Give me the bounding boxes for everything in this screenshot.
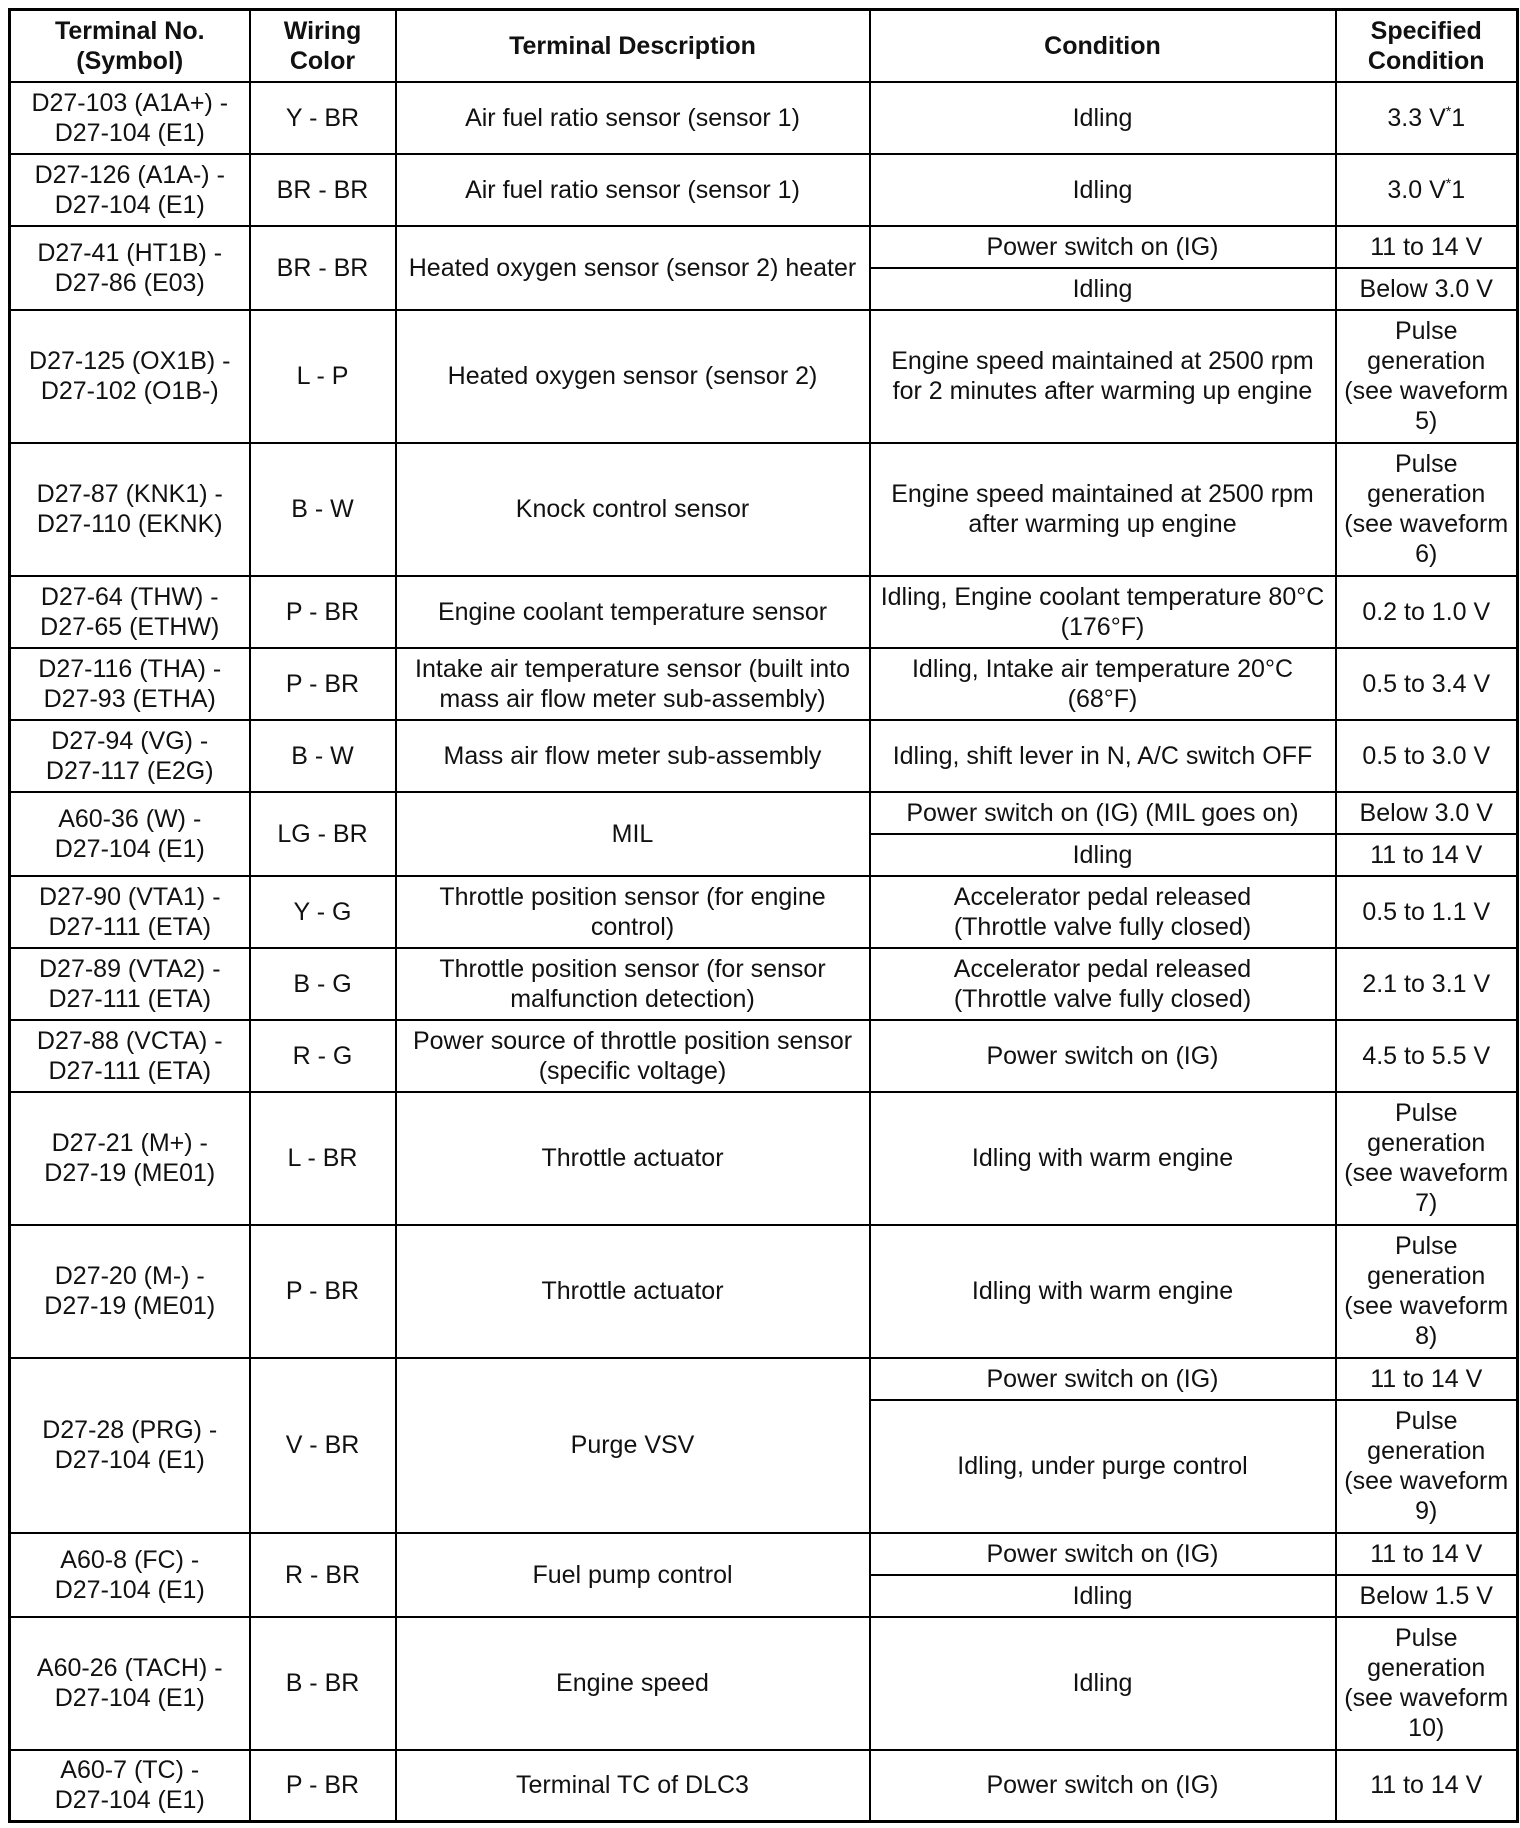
- cell-line: Idling with warm engine: [971, 1277, 1234, 1305]
- cell-line: D27-88 (VCTA) -: [36, 1026, 223, 1055]
- condition-cell: [870, 834, 1336, 876]
- cell-line: Heated oxygen sensor (sensor 2): [447, 362, 818, 390]
- terminal-cell: [10, 876, 250, 948]
- header-condition: Condition: [870, 10, 1336, 82]
- table-row: [10, 576, 1518, 648]
- wiring-color-cell: P - BR: [250, 1225, 396, 1358]
- cell-line: D27-104 (E1): [54, 1446, 205, 1474]
- wiring-color-cell: B - W: [250, 720, 396, 792]
- condition-cell: [870, 876, 1336, 948]
- cell-line: Pulse: [1394, 1232, 1458, 1260]
- table-row: [10, 310, 1518, 443]
- cell-line: Power switch on (IG): [986, 1364, 1219, 1393]
- cell-line: D27-126 (A1A-) -: [34, 160, 225, 189]
- cell-line: Idling: [1072, 274, 1133, 303]
- cell-line: A60-8 (FC) -: [60, 1545, 200, 1574]
- table-row: [10, 154, 1518, 226]
- cell-line: 11 to 14 V: [1370, 232, 1483, 261]
- wiring-color-cell: R - BR: [250, 1533, 396, 1617]
- cell-line: D27-111 (ETA): [48, 912, 212, 941]
- table-row: [10, 226, 1518, 268]
- wiring-color-cell: P - BR: [250, 1750, 396, 1822]
- cell-line: Throttle actuator: [541, 1144, 724, 1172]
- cell-line: D27-111 (ETA): [48, 984, 212, 1013]
- cell-line: A60-7 (TC) -: [60, 1756, 200, 1785]
- specified-condition-cell: [1336, 948, 1518, 1020]
- cell-line: Throttle actuator: [541, 1277, 724, 1305]
- condition-cell: [870, 576, 1336, 648]
- terminal-cell: [10, 226, 250, 310]
- cell-line: Accelerator pedal released: [953, 882, 1252, 911]
- cell-line: 0.5 to 3.4 V: [1362, 669, 1491, 698]
- cell-line: D27-110 (EKNK): [36, 510, 223, 538]
- condition-cell: [870, 310, 1336, 443]
- cell-line: generation: [1367, 1129, 1486, 1157]
- specified-condition-cell: [1336, 876, 1518, 948]
- condition-cell: [870, 1617, 1336, 1750]
- terminal-description-cell: [396, 1750, 870, 1822]
- terminal-description-cell: [396, 876, 870, 948]
- cell-line: Engine speed: [556, 1669, 709, 1697]
- cell-line: Idling: [1072, 1669, 1133, 1697]
- terminal-description-cell: [396, 1092, 870, 1225]
- condition-cell: [870, 268, 1336, 310]
- cell-line: 3.0 V*1: [1387, 174, 1466, 204]
- cell-line: D27-104 (E1): [54, 1786, 205, 1815]
- cell-line: generation: [1367, 480, 1486, 508]
- table-row: [10, 1617, 1518, 1750]
- cell-line: D27-19 (ME01): [44, 1159, 216, 1187]
- cell-line: D27-117 (E2G): [45, 756, 214, 785]
- specified-condition-cell: [1336, 1575, 1518, 1617]
- terminal-cell: [10, 648, 250, 720]
- cell-line: D27-104 (E1): [54, 190, 205, 219]
- specified-condition-cell: [1336, 82, 1518, 154]
- wiring-color-cell: B - W: [250, 443, 396, 576]
- condition-cell: [870, 1020, 1336, 1092]
- cell-line: generation: [1367, 1262, 1486, 1290]
- cell-line: generation: [1367, 1654, 1486, 1682]
- cell-line: D27-65 (ETHW): [40, 612, 220, 641]
- cell-line: Pulse: [1394, 1407, 1458, 1435]
- cell-line: D27-125 (OX1B) -: [29, 347, 231, 375]
- cell-line: D27-87 (KNK1) -: [36, 480, 223, 508]
- cell-line: (68°F): [1067, 684, 1138, 713]
- cell-line: (see waveform: [1344, 510, 1509, 538]
- cell-line: D27-116 (THA) -: [38, 654, 222, 683]
- cell-line: generation: [1367, 1437, 1486, 1465]
- cell-line: 2.1 to 3.1 V: [1362, 969, 1491, 998]
- terminal-cell: [10, 1092, 250, 1225]
- header-wiring-color: Wiring Color: [250, 10, 396, 82]
- specified-condition-cell: [1336, 1533, 1518, 1575]
- table-row: [10, 648, 1518, 720]
- condition-cell: [870, 82, 1336, 154]
- cell-line: 9): [1415, 1497, 1438, 1525]
- cell-line: Power switch on (IG): [986, 232, 1219, 261]
- cell-line: Engine speed maintained at 2500 rpm: [891, 480, 1314, 508]
- cell-line: Idling: [1072, 1581, 1133, 1610]
- header-specified-condition: Specified Condition: [1336, 10, 1518, 82]
- cell-line: 5): [1415, 407, 1438, 435]
- cell-line: 0.2 to 1.0 V: [1362, 597, 1491, 626]
- terminal-cell: [10, 1750, 250, 1822]
- cell-line: Engine coolant temperature sensor: [437, 597, 828, 626]
- terminal-cell: [10, 1358, 250, 1533]
- table-row: [10, 1092, 1518, 1225]
- cell-line: Idling: [1072, 103, 1133, 132]
- cell-line: Pulse: [1394, 317, 1458, 345]
- cell-line: Terminal TC of DLC3: [516, 1771, 749, 1800]
- terminal-description-cell: [396, 948, 870, 1020]
- terminal-cell: [10, 948, 250, 1020]
- wiring-color-cell: L - P: [250, 310, 396, 443]
- specified-condition-cell: [1336, 1225, 1518, 1358]
- specified-condition-cell: [1336, 310, 1518, 443]
- condition-cell: [870, 1225, 1336, 1358]
- specified-condition-cell: [1336, 792, 1518, 834]
- cell-line: Below 1.5 V: [1359, 1581, 1493, 1610]
- cell-line: Idling: [1072, 175, 1133, 204]
- cell-line: Purge VSV: [570, 1431, 695, 1459]
- specified-condition-cell: [1336, 1400, 1518, 1533]
- terminal-description-cell: [396, 1617, 870, 1750]
- terminal-description-cell: [396, 154, 870, 226]
- wiring-color-cell: R - G: [250, 1020, 396, 1092]
- cell-line: (see waveform: [1344, 1292, 1509, 1320]
- wiring-color-cell: BR - BR: [250, 226, 396, 310]
- specified-condition-cell: [1336, 648, 1518, 720]
- cell-line: D27-19 (ME01): [44, 1292, 216, 1320]
- terminal-cell: [10, 443, 250, 576]
- cell-line: D27-64 (THW) -: [40, 582, 219, 611]
- cell-line: D27-93 (ETHA): [43, 684, 216, 713]
- terminal-description-cell: [396, 310, 870, 443]
- cell-line: (specific voltage): [538, 1056, 727, 1085]
- specified-condition-cell: [1336, 1617, 1518, 1750]
- condition-cell: [870, 1750, 1336, 1822]
- cell-line: generation: [1367, 347, 1486, 375]
- condition-cell: [870, 1575, 1336, 1617]
- cell-line: Pulse: [1394, 450, 1458, 478]
- cell-line: Power switch on (IG): [986, 1539, 1219, 1568]
- terminal-cell: [10, 576, 250, 648]
- cell-line: 8): [1415, 1322, 1438, 1350]
- table-row: [10, 948, 1518, 1020]
- specified-condition-cell: [1336, 154, 1518, 226]
- cell-line: D27-111 (ETA): [48, 1056, 212, 1085]
- cell-line: Knock control sensor: [515, 495, 750, 523]
- cell-line: Below 3.0 V: [1359, 274, 1493, 303]
- cell-line: D27-104 (E1): [54, 834, 205, 863]
- footnote-marker: *: [1445, 174, 1452, 191]
- table-row: [10, 82, 1518, 154]
- wiring-color-cell: P - BR: [250, 576, 396, 648]
- cell-line: Throttle position sensor (for engine: [439, 882, 826, 911]
- cell-line: Power switch on (IG) (MIL goes on): [906, 798, 1299, 827]
- cell-line: 11 to 14 V: [1370, 1364, 1483, 1393]
- cell-line: 4.5 to 5.5 V: [1362, 1041, 1491, 1070]
- terminal-description-cell: [396, 443, 870, 576]
- cell-line: after warming up engine: [968, 510, 1237, 538]
- terminal-cell: [10, 1617, 250, 1750]
- condition-cell: [870, 154, 1336, 226]
- specified-condition-cell: [1336, 268, 1518, 310]
- cell-line: 0.5 to 3.0 V: [1362, 741, 1491, 770]
- terminal-description-cell: [396, 1225, 870, 1358]
- table-row: [10, 1020, 1518, 1092]
- condition-cell: [870, 792, 1336, 834]
- wiring-color-cell: B - BR: [250, 1617, 396, 1750]
- cell-line: D27-89 (VTA2) -: [38, 954, 221, 983]
- cell-line: mass air flow meter sub-assembly): [439, 684, 826, 713]
- cell-line: A60-36 (W) -: [58, 804, 202, 833]
- cell-line: D27-20 (M-) -: [54, 1262, 205, 1290]
- terminal-cell: [10, 154, 250, 226]
- cell-line: D27-104 (E1): [54, 1684, 205, 1712]
- condition-cell: [870, 648, 1336, 720]
- condition-cell: [870, 720, 1336, 792]
- specified-condition-cell: [1336, 443, 1518, 576]
- cell-line: Intake air temperature sensor (built into: [415, 654, 850, 683]
- condition-cell: [870, 1533, 1336, 1575]
- specified-condition-cell: [1336, 720, 1518, 792]
- cell-line: Below 3.0 V: [1359, 798, 1493, 827]
- terminal-cell: [10, 720, 250, 792]
- cell-line: 11 to 14 V: [1370, 840, 1483, 869]
- cell-line: Power switch on (IG): [986, 1041, 1219, 1070]
- cell-line: D27-28 (PRG) -: [42, 1416, 218, 1444]
- cell-line: Engine speed maintained at 2500 rpm: [891, 347, 1314, 375]
- cell-line: 10): [1408, 1714, 1445, 1742]
- header-row: [10, 10, 1518, 82]
- cell-line: Pulse: [1394, 1624, 1458, 1652]
- table-row: [10, 876, 1518, 948]
- cell-line: D27-102 (O1B-): [40, 377, 219, 405]
- cell-line: D27-21 (M+) -: [51, 1129, 208, 1157]
- cell-line: D27-90 (VTA1) -: [38, 882, 221, 911]
- cell-line: control): [590, 912, 675, 941]
- terminal-description-cell: [396, 792, 870, 876]
- wiring-color-cell: L - BR: [250, 1092, 396, 1225]
- cell-line: (see waveform: [1344, 1467, 1509, 1495]
- cell-line: (see waveform: [1344, 1684, 1509, 1712]
- wiring-color-cell: BR - BR: [250, 154, 396, 226]
- terminal-cell: [10, 1225, 250, 1358]
- table-row: [10, 1533, 1518, 1575]
- cell-line: Throttle position sensor (for sensor: [439, 954, 826, 983]
- terminal-description-cell: [396, 576, 870, 648]
- table-body: [10, 82, 1518, 1822]
- cell-line: 6): [1415, 540, 1438, 568]
- cell-line: Idling, under purge control: [957, 1452, 1248, 1480]
- wiring-color-cell: V - BR: [250, 1358, 396, 1533]
- cell-line: (see waveform: [1344, 1159, 1509, 1187]
- cell-line: (Throttle valve fully closed): [953, 912, 1252, 941]
- condition-cell: [870, 948, 1336, 1020]
- cell-line: D27-104 (E1): [54, 118, 205, 147]
- condition-cell: [870, 226, 1336, 268]
- specified-condition-cell: [1336, 1092, 1518, 1225]
- cell-line: (Throttle valve fully closed): [953, 984, 1252, 1013]
- terminal-description-cell: [396, 1533, 870, 1617]
- cell-line: D27-104 (E1): [54, 1575, 205, 1604]
- cell-line: 11 to 14 V: [1370, 1539, 1483, 1568]
- cell-line: Air fuel ratio sensor (sensor 1): [465, 175, 800, 204]
- table-row: [10, 1225, 1518, 1358]
- cell-line: Heated oxygen sensor (sensor 2) heater: [408, 253, 857, 282]
- cell-line: Fuel pump control: [532, 1560, 733, 1589]
- cell-line: 11 to 14 V: [1370, 1771, 1483, 1800]
- cell-line: (see waveform: [1344, 377, 1509, 405]
- terminal-cell: [10, 1020, 250, 1092]
- wiring-color-cell: Y - BR: [250, 82, 396, 154]
- cell-line: D27-41 (HT1B) -: [37, 238, 223, 267]
- terminal-description-cell: [396, 1358, 870, 1533]
- terminal-description-cell: [396, 648, 870, 720]
- cell-line: (176°F): [1060, 612, 1145, 641]
- cell-line: Idling, Intake air temperature 20°C: [911, 654, 1294, 683]
- specified-condition-cell: [1336, 1358, 1518, 1400]
- terminal-cell: [10, 1533, 250, 1617]
- terminal-description-cell: [396, 82, 870, 154]
- condition-cell: [870, 443, 1336, 576]
- specified-condition-cell: [1336, 834, 1518, 876]
- condition-cell: [870, 1400, 1336, 1533]
- cell-line: Power switch on (IG): [986, 1771, 1219, 1800]
- terminal-cell: [10, 792, 250, 876]
- cell-line: D27-86 (E03): [54, 268, 205, 297]
- specified-condition-cell: [1336, 226, 1518, 268]
- terminal-cell: [10, 310, 250, 443]
- cell-line: D27-103 (A1A+) -: [31, 88, 229, 117]
- cell-line: MIL: [611, 819, 654, 848]
- terminal-inspection-table: [8, 8, 1519, 1823]
- cell-line: Air fuel ratio sensor (sensor 1): [465, 103, 800, 132]
- terminal-description-cell: [396, 1020, 870, 1092]
- terminal-description-cell: [396, 226, 870, 310]
- table-row: [10, 720, 1518, 792]
- cell-line: Mass air flow meter sub-assembly: [443, 741, 822, 770]
- specified-condition-cell: [1336, 1020, 1518, 1092]
- footnote-marker: *: [1445, 102, 1452, 119]
- table-row: [10, 443, 1518, 576]
- wiring-color-cell: B - G: [250, 948, 396, 1020]
- table-row: [10, 1358, 1518, 1400]
- wiring-color-cell: P - BR: [250, 648, 396, 720]
- cell-line: malfunction detection): [510, 984, 755, 1013]
- header-terminal: Terminal No. (Symbol): [10, 10, 250, 82]
- wiring-color-cell: Y - G: [250, 876, 396, 948]
- cell-line: Idling, shift lever in N, A/C switch OFF: [892, 741, 1313, 770]
- specified-condition-cell: [1336, 1750, 1518, 1822]
- cell-line: for 2 minutes after warming up engine: [892, 377, 1313, 405]
- table-row: [10, 792, 1518, 834]
- cell-line: Idling, Engine coolant temperature 80°C: [880, 582, 1325, 611]
- wiring-color-cell: LG - BR: [250, 792, 396, 876]
- cell-line: Power source of throttle position sensor: [412, 1026, 853, 1055]
- condition-cell: [870, 1358, 1336, 1400]
- cell-line: A60-26 (TACH) -: [36, 1654, 223, 1682]
- cell-line: Pulse: [1394, 1099, 1458, 1127]
- cell-line: 0.5 to 1.1 V: [1362, 897, 1491, 926]
- condition-cell: [870, 1092, 1336, 1225]
- table-row: [10, 1750, 1518, 1822]
- specified-condition-cell: [1336, 576, 1518, 648]
- cell-line: Idling: [1072, 840, 1133, 869]
- terminal-description-cell: [396, 720, 870, 792]
- cell-line: Accelerator pedal released: [953, 954, 1252, 983]
- cell-line: 3.3 V*1: [1387, 102, 1466, 132]
- cell-line: 7): [1415, 1189, 1438, 1217]
- cell-line: D27-94 (VG) -: [51, 726, 209, 755]
- cell-line: Idling with warm engine: [971, 1144, 1234, 1172]
- header-terminal-description: Terminal Description: [396, 10, 870, 82]
- terminal-cell: [10, 82, 250, 154]
